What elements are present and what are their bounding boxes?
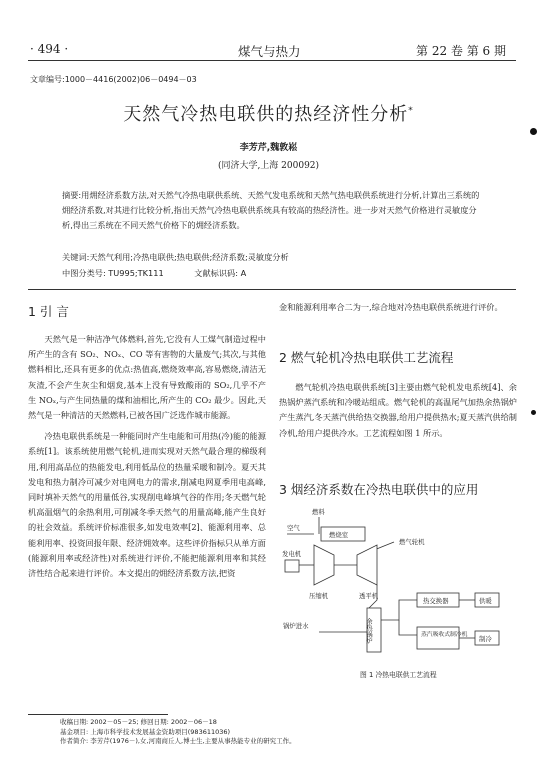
footnote-fund: 基金项目: 上海市科学技术发展基金资助项目(983611036)	[60, 727, 231, 736]
label-waste-heat-boiler: 余热锅炉	[365, 618, 373, 644]
figure-caption: 图 1 冷热电联供工艺流程	[360, 671, 437, 679]
chiller-box	[417, 627, 459, 649]
journal-name: 煤气与热力	[238, 44, 301, 59]
steam-line-heating	[381, 600, 417, 620]
label-chiller: 蒸汽吸收式制冷机	[421, 632, 468, 638]
label-cooling: 制冷	[479, 635, 492, 643]
paper-title	[0, 100, 537, 126]
generator-box	[285, 560, 299, 572]
clc-number: 中图分类号: TU995;TK111	[62, 268, 164, 278]
title-text: 天然气冷热电联供的热经济性分析	[123, 104, 409, 125]
abstract-rule	[28, 289, 516, 290]
title-footnote-mark: *	[408, 106, 414, 116]
label-combustor: 燃烧室	[329, 531, 349, 539]
footnote-author: 作者简介: 李芳芹(1976－),女,河南商丘人,博士生,主要从事热能专业的研究工作。	[60, 737, 296, 745]
classification	[62, 268, 246, 279]
label-generator: 发电机	[282, 550, 302, 558]
label-heating: 供暖	[479, 597, 492, 605]
footnote-received: 收稿日期: 2002－05－25; 修回日期: 2002－06－18	[60, 718, 217, 726]
turbine-shape	[357, 545, 377, 585]
abstract: 摘要:用㶲经济系数方法,对天然气冷热电联供系统、天然气发电系统和天然气热电联供系统进行分析,计算出三系统的㶲经济系数,对其进行比较分析,指出天然气冷热电联供系统具有较高的热经济性。进一步对天然气价格进行灵敏度分析,得出三系统在不同天然气价格下的㶲经济系数。	[62, 190, 480, 230]
section-1-paragraph-2: 冷热电联供系统是一种能同时产生电能和可用热(冷)能的能源系统[1]。该系统使用燃气轮机,进而实现对天然气最合理的梯级利用,利用高品位的热能发电,利用低品位的热量采暖和制冷。夏天其发电和热力制冷可减少对电网电力的需求,削减电网夏季用电高峰,同时填补天然气的用量低谷,实现削电峰填气谷的作用;冬天燃气轮机高温烟气的余热利用,可削减冬季天然气的用量高峰,能产生良好的社会效益。系统评价标准很多,如发电效率[2]、能源利用率、总能利用率、投资回报年限、经济㶲效率。这些评价指标只从单方面(能源利用率或经济性)对系统进行评价,不能把能源利用率和其经济性结合起来进行评价。本文提出的㶲经济系数方法,把资	[28, 431, 266, 579]
section-2-paragraph: 燃气轮机冷热电联供系统[3]主要由燃气轮机发电系统[4]、余热锅炉蒸汽系统和冷暖站组成。燃气轮机的高温尾气加热余热锅炉产生蒸汽,冬天蒸汽供给热交换器,给用户提供热水;夏天蒸汽供给制冷机,给用户提供冷水。工艺流程如图 1 所示。	[279, 382, 517, 438]
margin-dot	[530, 128, 537, 135]
footnote-rule	[28, 714, 168, 715]
section-3-heading: 3 烟经济系数在冷热电联供中的应用	[279, 482, 479, 497]
compressor-shape	[314, 545, 334, 585]
label-fuel: 燃料	[312, 508, 325, 516]
document-code: 文献标识码: A	[194, 268, 247, 278]
affiliation: (同济大学,上海 200092)	[217, 161, 320, 171]
label-compressor: 压缩机	[309, 592, 329, 600]
article-number: 文章编号:1000－4416(2002)06－0494－03	[30, 75, 197, 84]
keywords: 关键词:天然气利用;冷热电联供;热电联供;经济系数;灵敏度分析	[62, 252, 289, 262]
steam-line-cooling	[399, 620, 417, 635]
label-feedwater: 锅炉进水	[283, 622, 309, 630]
margin-dot-2	[531, 410, 536, 415]
label-heat-exchanger: 热交换器	[423, 597, 449, 605]
author-list: 李芳芹,魏敦崧	[239, 143, 298, 153]
continued-paragraph: 金和能源利用率合二为一,综合地对冷热电联供系统进行评价。	[279, 302, 503, 312]
section-1-paragraph-1: 天然气是一种洁净气体燃料,首先,它没有人工煤气制造过程中所产生的含有 SO₂、NOₓ、CO 等有害物的大量废气;其次,与其他燃料相比,还具有更多的优点:热值高,燃烧效率高,容易燃烧,清洁无灰渣,不会产生灰尘和烟炱,基本上没有导致酸雨的 SO₂,几乎不产生 NOₓ,与产生同热量的煤和油相比,所产生的 CO₂ 最少。因此,天然气是一种清洁的天然燃料,已被各国广泛选作城市能源。	[28, 334, 266, 421]
label-air: 空气	[287, 524, 300, 532]
header-rule	[28, 60, 516, 61]
page-number: · 494 ·	[30, 42, 69, 56]
label-turbine: 透平机	[359, 592, 379, 600]
section-1-heading: 1 引 言	[28, 304, 69, 319]
section-2-heading: 2 燃气轮机冷热电联供工艺流程	[279, 350, 454, 365]
label-gas-turbine: 燃气轮机	[399, 538, 425, 546]
issue-info: 第 22 卷 第 6 期	[416, 44, 506, 58]
footnote	[60, 718, 296, 747]
process-flow-diagram	[279, 500, 519, 665]
